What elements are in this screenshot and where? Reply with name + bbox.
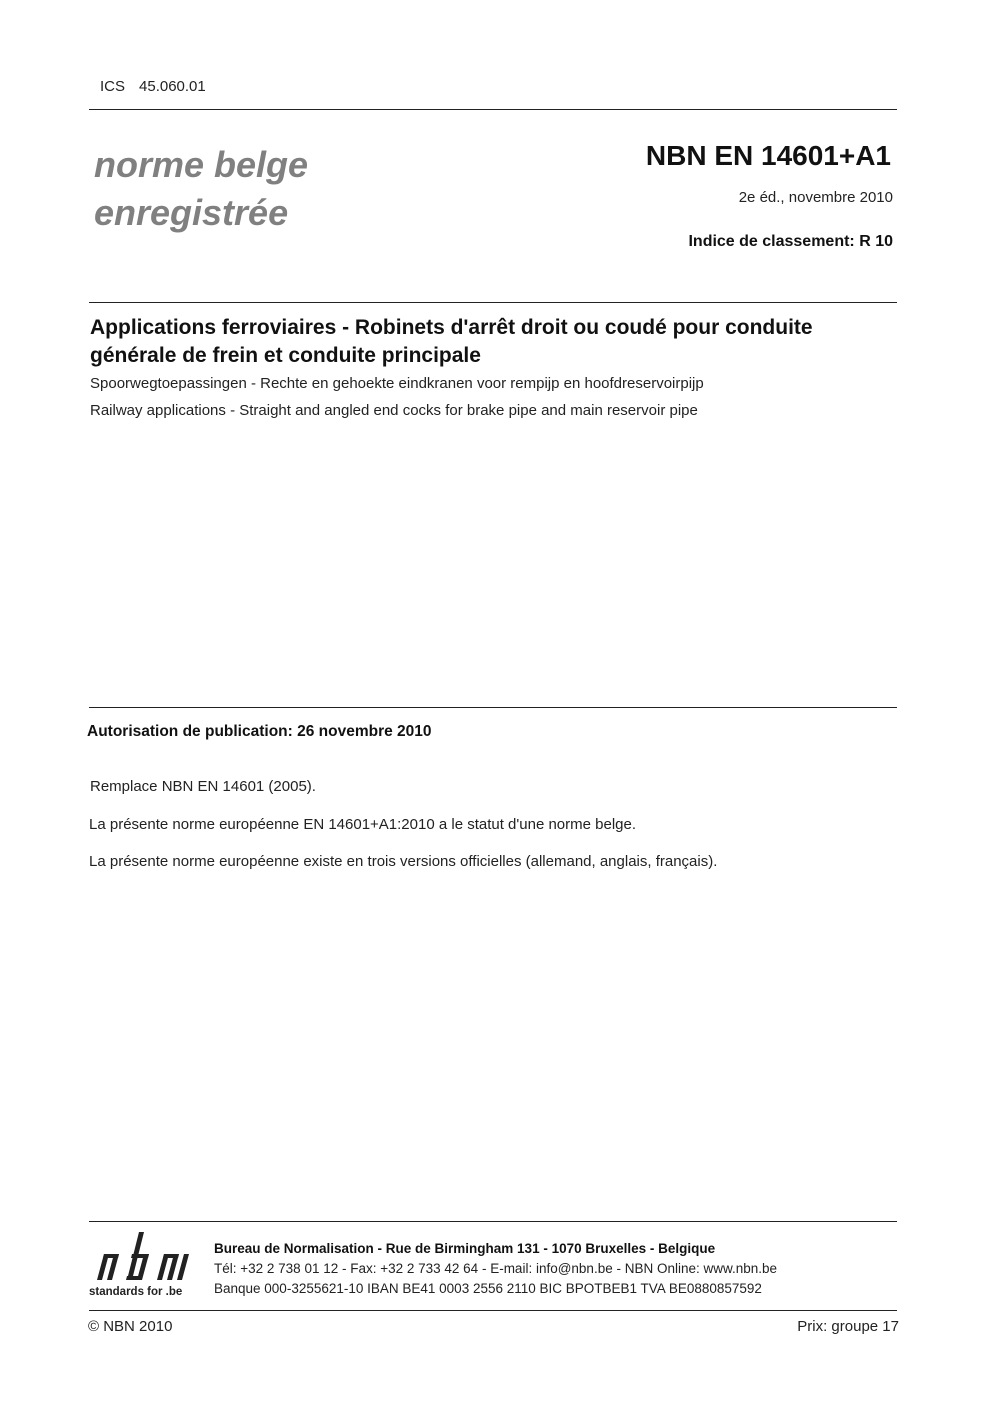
title-divider bbox=[89, 302, 897, 303]
status-note: La présente norme européenne EN 14601+A1:2010 a le statut d'une norme belge. bbox=[89, 816, 637, 833]
standard-number: NBN EN 14601+A1 bbox=[645, 140, 891, 171]
classification-index: Indice de classement: R 10 bbox=[688, 233, 893, 250]
price-group: Prix: groupe 17 bbox=[797, 1318, 899, 1335]
edition-date: 2e éd., novembre 2010 bbox=[738, 189, 893, 206]
ics-classification bbox=[100, 78, 206, 95]
header-divider bbox=[89, 109, 897, 110]
norme-line-1: norme belge bbox=[94, 144, 309, 185]
norme-belge-label bbox=[94, 141, 494, 237]
footer-divider bbox=[89, 1221, 897, 1222]
ics-code: 45.060.01 bbox=[139, 78, 206, 95]
footer-address: Bureau de Normalisation - Rue de Birmingham 131 - 1070 Bruxelles - Belgique bbox=[214, 1241, 716, 1256]
copyright: © NBN 2010 bbox=[88, 1318, 173, 1335]
title-english: Railway applications - Straight and angled end cocks for brake pipe and main reservoir pipe bbox=[90, 402, 698, 419]
logo-tagline: standards for .be bbox=[89, 1286, 183, 1298]
title-dutch: Spoorwegtoepassingen - Rechte en gehoekte eindkranen voor rempijp en hoofdreservoirpijp bbox=[90, 375, 704, 392]
ics-label: ICS bbox=[100, 78, 126, 95]
bottom-divider bbox=[89, 1310, 897, 1311]
replaces-note: Remplace NBN EN 14601 (2005). bbox=[90, 778, 316, 795]
body-divider bbox=[89, 707, 897, 708]
footer-contact: Tél: +32 2 738 01 12 - Fax: +32 2 733 42 64 - E-mail: info@nbn.be - NBN Online: www.nbn.be bbox=[214, 1261, 778, 1276]
norme-line-2: enregistrée bbox=[94, 192, 289, 233]
footer-bank-details: Banque 000-3255621-10 IBAN BE41 0003 2556 2110 BIC BPOTBEB1 TVA BE0880857592 bbox=[214, 1281, 762, 1296]
versions-note: La présente norme européenne existe en trois versions officielles (allemand, anglais, français). bbox=[89, 853, 718, 870]
nbn-logo bbox=[89, 1228, 199, 1308]
title-french: Applications ferroviaires - Robinets d'arrêt droit ou coudé pour conduite générale de frein et conduite principale bbox=[90, 316, 813, 367]
publication-authorization: Autorisation de publication: 26 novembre 2010 bbox=[87, 723, 432, 740]
nbn-logo-icon bbox=[89, 1228, 199, 1286]
